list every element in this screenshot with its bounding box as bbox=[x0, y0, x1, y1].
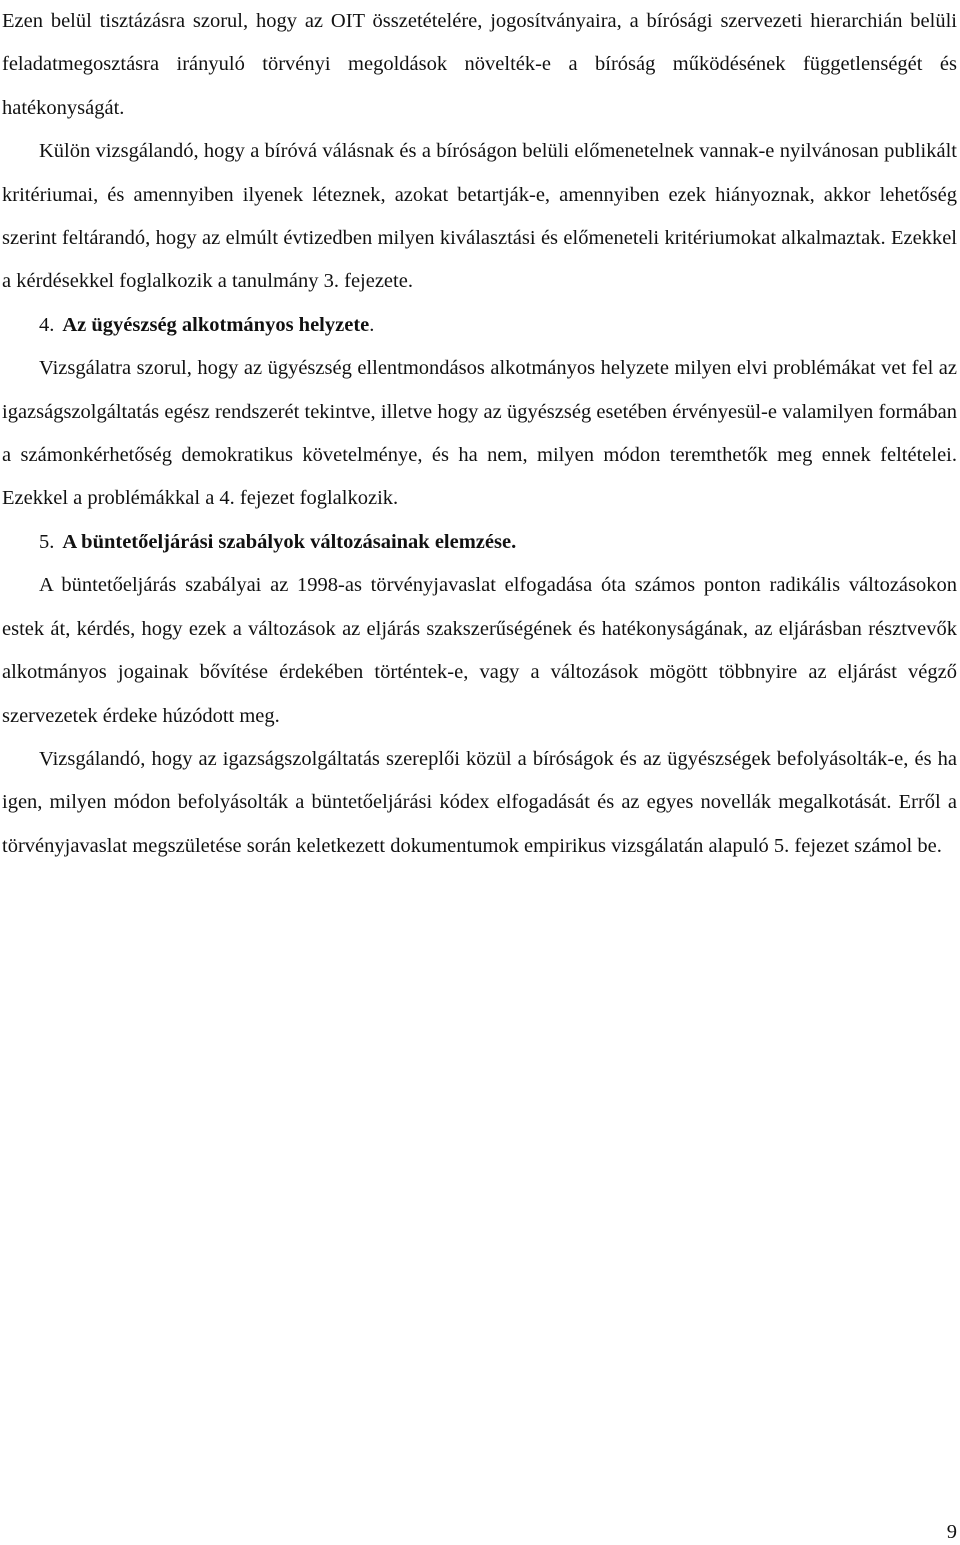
section-heading-5 bbox=[2, 521, 957, 564]
paragraph-code-adoption: Vizsgálandó, hogy az igazságszolgáltatás szereplői közül a bíróságok és az ügyészségek befolyásolták-e, és ha igen, milyen módon befolyásolták a büntetőeljárási kódex elfogadását és az egyes novellák megalkotását. Erről a törvényjavaslat megszületése során keletkezett dokumentumok empirikus vizsgálatán alapuló 5. fejezet számol be. bbox=[2, 747, 957, 857]
paragraph-oit: Ezen belül tisztázásra szorul, hogy az OIT összetételére, jogosítványaira, a bírósági szervezeti hierarchián belüli feladatmegosztásra irányuló törvényi megoldások növelték-e a bíróság működésének függetlenségét és hatékonyságát. bbox=[2, 10, 957, 119]
section-title: A büntetőeljárási szabályok változásainak elemzése. bbox=[62, 530, 517, 553]
section-title-suffix: . bbox=[369, 313, 375, 336]
document-page bbox=[2, 0, 957, 868]
paragraph-judge-selection: Külön vizsgálandó, hogy a bíróvá válásnak és a bíróságon belüli előmenetelnek vannak-e nyilvánosan publikált kritériumai, és amennyiben ilyenek léteznek, azokat betartják-e, amennyiben ezek hiányoznak, akkor lehetőség szerint feltárandó, hogy az elmúlt évtizedben milyen kiválasztási és előmeneteli kritériumokat alkalmaztak. Ezekkel a kérdésekkel foglalkozik a tanulmány 3. fejezete. bbox=[2, 140, 957, 293]
section-heading-4 bbox=[2, 304, 957, 347]
section-title: Az ügyészség alkotmányos helyzete bbox=[62, 313, 370, 336]
paragraph-criminal-procedure: A büntetőeljárás szabályai az 1998-as törvényjavaslat elfogadása óta számos ponton radikális változásokon estek át, kérdés, hogy ezek a változások az eljárás szakszerűségének és hatékonyságának, az eljárásban résztvevők alkotmányos jogainak bővítése érdekében történtek-e, vagy a változások mögött többnyire az eljárást végző szervezetek érdeke húzódott meg. bbox=[2, 574, 957, 727]
section-number: 4. bbox=[39, 313, 55, 336]
paragraph-prosecution: Vizsgálatra szorul, hogy az ügyészség ellentmondásos alkotmányos helyzete milyen elvi problémákat vet fel az igazságszolgáltatás egész rendszerét tekintve, illetve hogy az ügyészség esetében érvényesül-e valamilyen formában a számonkérhetőség demokratikus követelménye, és ha nem, milyen módon teremthetők meg ennek feltételei. Ezekkel a problémákkal a 4. fejezet foglalkozik. bbox=[2, 357, 957, 510]
page-number: 9 bbox=[946, 1521, 957, 1543]
section-number: 5. bbox=[39, 530, 55, 553]
